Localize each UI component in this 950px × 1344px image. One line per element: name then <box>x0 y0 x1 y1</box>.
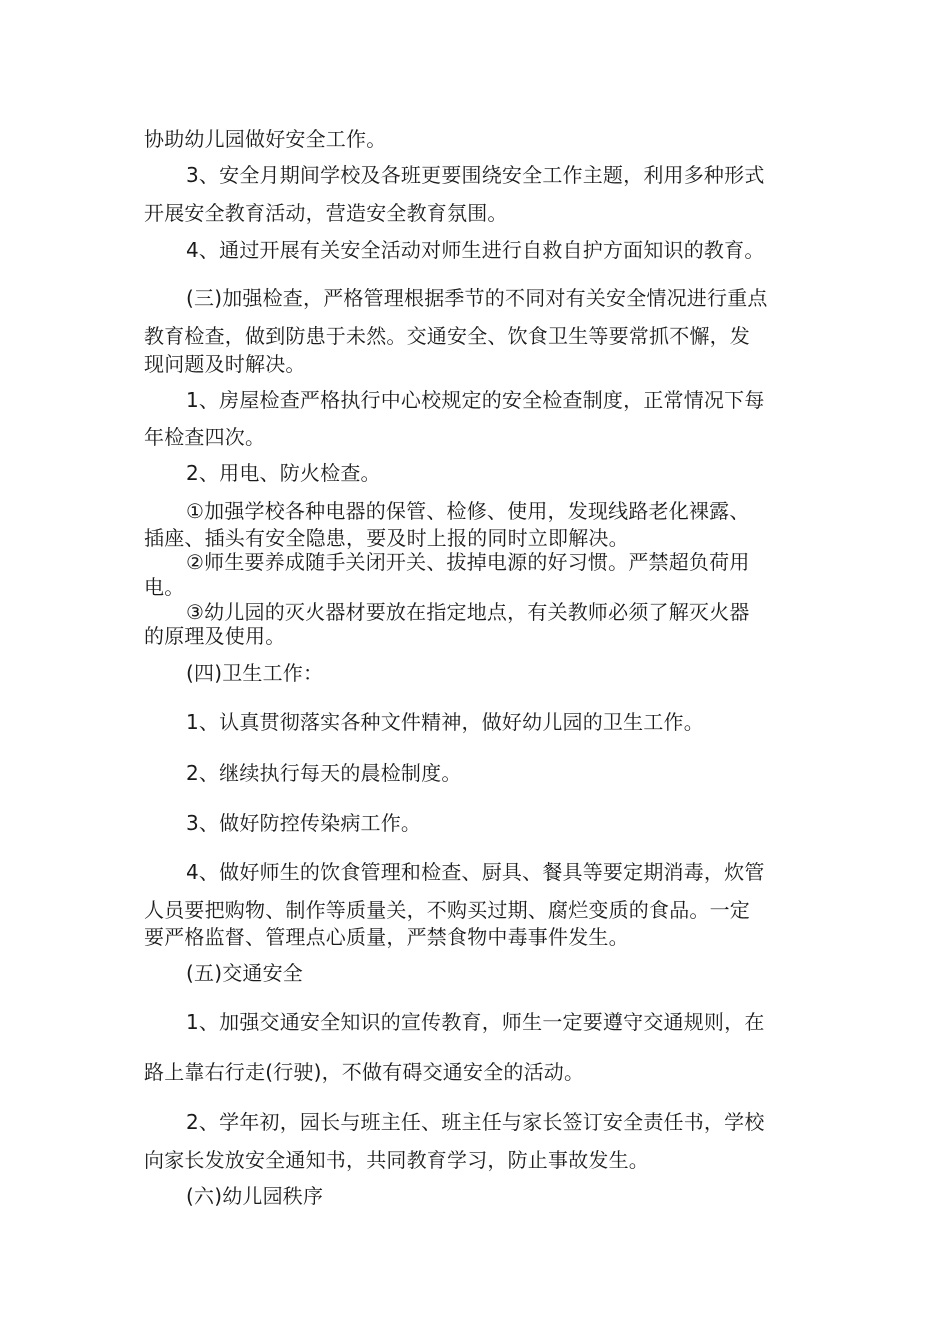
paragraph-line: 1、房屋检查严格执行中心校规定的安全检查制度，正常情况下每 <box>186 388 765 412</box>
section-heading: (三)加强检查，严格管理根据季节的不同对有关安全情况进行重点 <box>186 286 768 310</box>
paragraph-line: 的原理及使用。 <box>144 624 286 648</box>
paragraph-line: 2、继续执行每天的晨检制度。 <box>186 761 462 785</box>
paragraph-line: 1、认真贯彻落实各种文件精神，做好幼儿园的卫生工作。 <box>186 710 704 734</box>
paragraph-line: 路上靠右行走(行驶)，不做有碍交通安全的活动。 <box>144 1060 585 1084</box>
paragraph-line: 向家长发放安全通知书，共同教育学习，防止事故发生。 <box>144 1148 649 1172</box>
paragraph-line: 2、学年初，园长与班主任、班主任与家长签订安全责任书，学校 <box>186 1110 765 1134</box>
section-heading: (四)卫生工作： <box>186 661 324 685</box>
paragraph-line: 3、安全月期间学校及各班更要围绕安全工作主题，利用多种形式 <box>186 163 765 187</box>
paragraph-line: ①加强学校各种电器的保管、检修、使用，发现线路老化裸露、 <box>186 499 750 523</box>
paragraph-line: 4、做好师生的饮食管理和检查、厨具、餐具等要定期消毒，炊管 <box>186 860 765 884</box>
paragraph-line: ②师生要养成随手关闭开关、拔掉电源的好习惯。严禁超负荷用 <box>186 550 750 574</box>
paragraph-line: 协助幼儿园做好安全工作。 <box>144 127 387 151</box>
paragraph-line: 开展安全教育活动，营造安全教育氛围。 <box>144 201 508 225</box>
paragraph-line: 4、通过开展有关安全活动对师生进行自救自护方面知识的教育。 <box>186 238 765 262</box>
paragraph-line: 1、加强交通安全知识的宣传教育，师生一定要遵守交通规则，在 <box>186 1010 765 1034</box>
paragraph-line: 3、做好防控传染病工作。 <box>186 811 422 835</box>
paragraph-line: 电。 <box>144 575 185 599</box>
section-heading: (五)交通安全 <box>186 961 304 985</box>
paragraph-line: 要严格监督、管理点心质量，严禁食物中毒事件发生。 <box>144 925 629 949</box>
paragraph-line: 现问题及时解决。 <box>144 352 306 376</box>
paragraph-line: ③幼儿园的灭火器材要放在指定地点，有关教师必须了解灭火器 <box>186 600 750 624</box>
paragraph-line: 教育检查，做到防患于未然。交通安全、饮食卫生等要常抓不懈，发 <box>144 324 750 348</box>
paragraph-line: 插座、插头有安全隐患，要及时上报的同时立即解决。 <box>144 526 629 550</box>
paragraph-line: 年检查四次。 <box>144 425 266 449</box>
section-heading: (六)幼儿园秩序 <box>186 1184 324 1208</box>
paragraph-line: 2、用电、防火检查。 <box>186 461 381 485</box>
paragraph-line: 人员要把购物、制作等质量关，不购买过期、腐烂变质的食品。一定 <box>144 898 750 922</box>
